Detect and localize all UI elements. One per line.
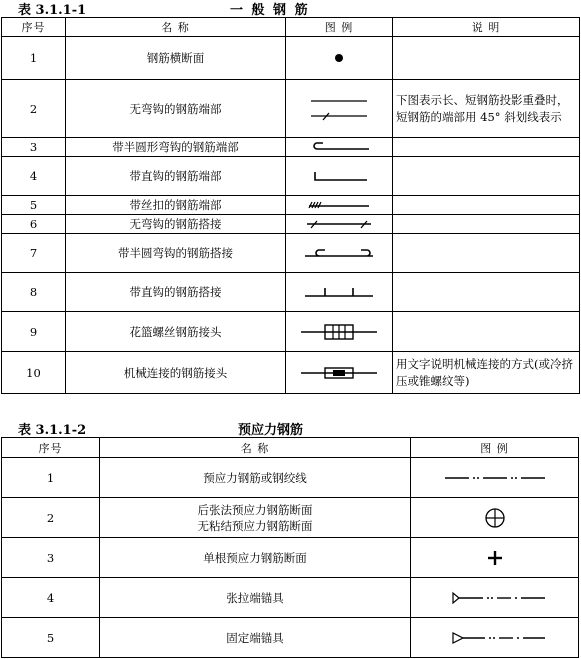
- row-note: [393, 37, 580, 80]
- row-name: 带半圆形弯钩的钢筋端部: [66, 138, 286, 157]
- table-row: [2, 498, 579, 538]
- table-row: [2, 234, 580, 273]
- table-row: [2, 196, 580, 215]
- row-name: 机械连接的钢筋接头: [66, 352, 286, 394]
- post-tension-section-icon: [411, 498, 579, 538]
- table2-caption-number: 表 3.1.1-2: [18, 423, 87, 438]
- table-row: [2, 458, 579, 498]
- row-note: [393, 312, 580, 352]
- row-no: 5: [2, 196, 66, 215]
- table1-header-row: [2, 18, 580, 37]
- header-name: 名 称: [66, 18, 286, 37]
- row-note: [393, 215, 580, 234]
- header-note: 说 明: [393, 18, 580, 37]
- row-no: 3: [2, 538, 100, 578]
- row-name: 带半圆弯钩的钢筋搭接: [66, 234, 286, 273]
- row-no: 8: [2, 273, 66, 312]
- row-note: [393, 138, 580, 157]
- row-name: 无弯钩的钢筋搭接: [66, 215, 286, 234]
- rebar-end-semicircle-hook-icon: [286, 138, 393, 157]
- row-note: 下图表示长、短钢筋投影重叠时，短钢筋的端部用 45° 斜划线表示: [393, 80, 580, 138]
- row-note: 用文字说明机械连接的方式(或冷挤压或锥螺纹等): [393, 352, 580, 394]
- row-name: [100, 618, 411, 658]
- turnbuckle-joint-icon: [286, 312, 393, 352]
- rebar-end-no-hook-icon: [286, 80, 393, 138]
- row-name: 钢筋横断面: [66, 37, 286, 80]
- table2-header-row: [2, 438, 579, 458]
- row-no: 2: [2, 498, 100, 538]
- table-row: [2, 578, 579, 618]
- table1-caption-title: 一 般 钢 筋: [230, 3, 310, 18]
- header-no: 序号: [2, 438, 100, 458]
- row-no: 2: [2, 80, 66, 138]
- row-note: [393, 196, 580, 215]
- row-name-line: 张拉端锚具: [226, 590, 284, 605]
- table-row: [2, 157, 580, 196]
- row-name: [100, 578, 411, 618]
- rebar-end-threaded-icon: [286, 196, 393, 215]
- row-name: 花篮螺丝钢筋接头: [66, 312, 286, 352]
- row-no: 6: [2, 215, 66, 234]
- row-name: 无弯钩的钢筋端部: [66, 80, 286, 138]
- row-name-line: 固定端锚具: [226, 630, 284, 645]
- prestressed-tendon-icon: [411, 458, 579, 498]
- rebar-end-straight-hook-icon: [286, 157, 393, 196]
- single-tendon-section-icon: [411, 538, 579, 578]
- table-row: [2, 538, 579, 578]
- table-row: [2, 80, 580, 138]
- rebar-lap-no-hook-icon: [286, 215, 393, 234]
- table-row: [2, 215, 580, 234]
- row-no: 1: [2, 37, 66, 80]
- row-name-line: 无粘结预应力钢筋断面: [197, 518, 313, 533]
- row-no: 7: [2, 234, 66, 273]
- table-row: [2, 138, 580, 157]
- row-no: 1: [2, 458, 100, 498]
- table-row: [2, 273, 580, 312]
- table-row: [2, 37, 580, 80]
- row-name: 带直钩的钢筋搭接: [66, 273, 286, 312]
- table2-caption-title: 预应力钢筋: [238, 423, 304, 438]
- rebar-lap-semicircle-hook-icon: [286, 234, 393, 273]
- row-no: 4: [2, 578, 100, 618]
- row-name-line: 预应力钢筋或钢绞线: [203, 470, 307, 485]
- fixed-end-anchor-icon: [411, 618, 579, 658]
- table-row: [2, 618, 579, 658]
- tension-end-anchor-icon: [411, 578, 579, 618]
- row-note: [393, 157, 580, 196]
- row-note: [393, 273, 580, 312]
- row-no: 4: [2, 157, 66, 196]
- row-no: 5: [2, 618, 100, 658]
- row-name-line: 后张法预应力钢筋断面: [197, 502, 313, 517]
- prestressed-rebar-table: [1, 437, 579, 658]
- header-name: 名 称: [100, 438, 411, 458]
- rebar-lap-straight-hook-icon: [286, 273, 393, 312]
- row-no: 9: [2, 312, 66, 352]
- row-no: 10: [2, 352, 66, 394]
- row-name: 带直钩的钢筋端部: [66, 157, 286, 196]
- row-name-line: 单根预应力钢筋断面: [203, 550, 307, 565]
- header-legend: 图 例: [286, 18, 393, 37]
- rebar-cross-section-icon: [286, 37, 393, 80]
- row-name: [100, 458, 411, 498]
- table1-caption-number: 表 3.1.1-1: [18, 3, 87, 18]
- header-legend: 图 例: [411, 438, 579, 458]
- row-name: [100, 498, 411, 538]
- row-name: [100, 538, 411, 578]
- row-no: 3: [2, 138, 66, 157]
- header-no: 序号: [2, 18, 66, 37]
- row-note: [393, 234, 580, 273]
- row-name: 带丝扣的钢筋端部: [66, 196, 286, 215]
- table-row: [2, 352, 580, 394]
- mechanical-joint-icon: [286, 352, 393, 394]
- general-rebar-table: [1, 17, 580, 394]
- table-row: [2, 312, 580, 352]
